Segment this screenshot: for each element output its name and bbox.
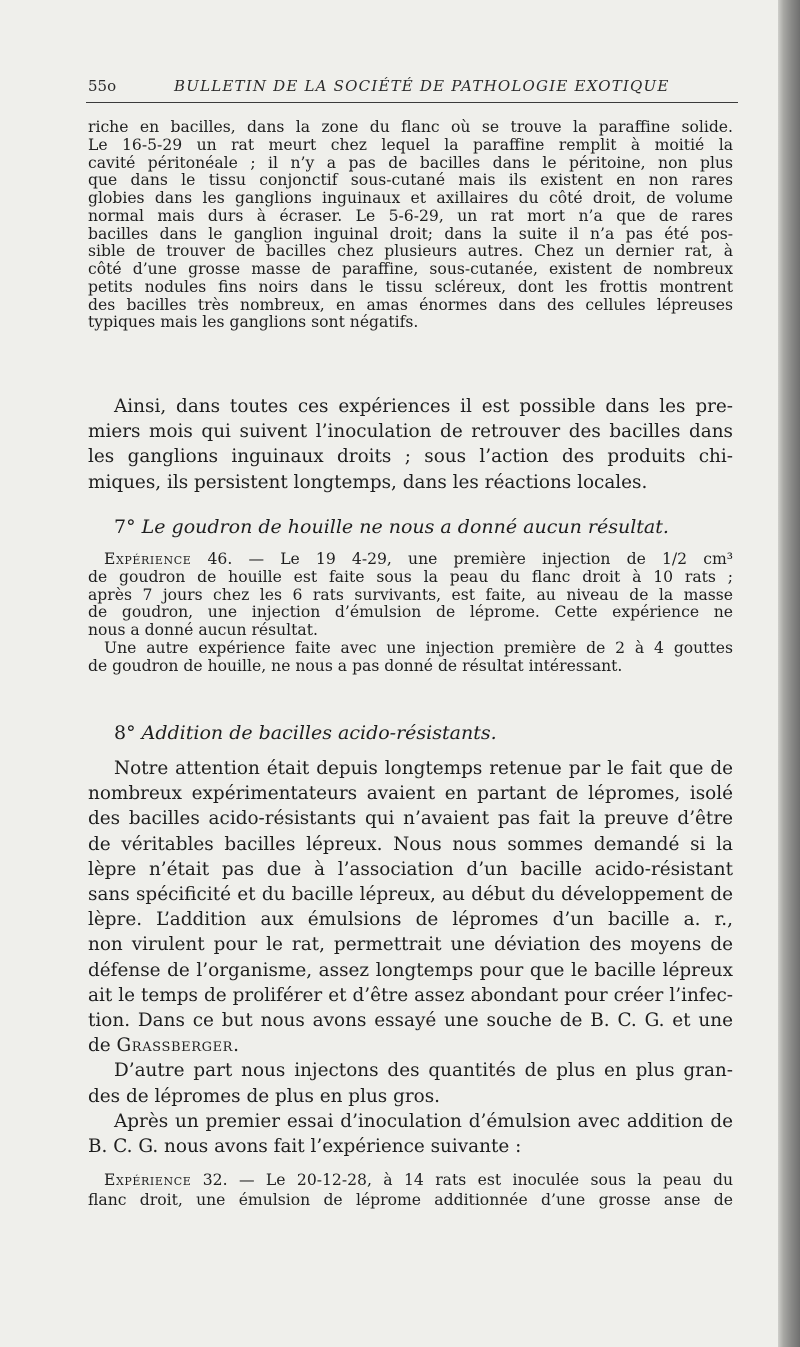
text-line: tion. Dans ce but nous avons essayé une souche de B. C. G. et une	[88, 1010, 733, 1032]
text-line: miques, ils persistent longtemps, dans les réactions locales.	[88, 471, 648, 493]
text-line: sible de trouver de bacilles chez plusieurs autres. Chez un dernier rat, à	[88, 242, 733, 261]
experience-label: Expérience	[104, 1171, 192, 1189]
header-rule	[86, 102, 738, 103]
text-line: les ganglions inguinaux droits ; sous l’action des produits chi-	[88, 446, 733, 468]
text-line: typiques mais les ganglions sont négatifs.	[88, 313, 419, 332]
text-line: Notre attention était depuis longtemps retenue par le fait que de	[114, 758, 733, 779]
experience-32	[88, 1170, 733, 1210]
journal-title: BULLETIN DE LA SOCIÉTÉ DE PATHOLOGIE EXOTIQUE	[174, 77, 670, 95]
text-line: des de lépromes de plus en plus gros.	[88, 1085, 441, 1107]
section-heading-8	[114, 721, 759, 745]
text-line: après 7 jours chez les 6 rats survivants, est faite, au niveau de la masse	[88, 585, 733, 604]
text-line: lèpre. L’addition aux émulsions de lépromes d’un bacille a. r.,	[88, 909, 733, 931]
text-line: D’autre part nous injectons des quantités de plus en plus gran-	[114, 1060, 733, 1082]
text-line: lèpre n’était pas due à l’association d’un bacille acido-résistant	[88, 858, 733, 880]
text-line: normal mais durs à écraser. Le 5-6-29, un rat mort n’a que de rares	[88, 206, 733, 225]
section-title: Addition de bacilles acido-résistants.	[141, 722, 497, 744]
text-line: des bacilles très nombreux, en amas énormes dans des cellules lépreuses	[88, 295, 733, 314]
section-title: Le goudron de houille ne nous a donné aucun résultat.	[141, 516, 669, 538]
section-heading-7	[114, 515, 759, 539]
text-line: côté d’une grosse masse de paraffine, sous-cutanée, existent de nombreux	[88, 260, 733, 278]
text-line: miers mois qui suivent l’inoculation de retrouver des bacilles dans	[88, 421, 733, 443]
section-number: 8°	[114, 722, 136, 744]
text-line: flanc droit, une émulsion de léprome additionnée d’une grosse anse de	[88, 1191, 733, 1209]
text-line: de goudron, une injection d’émulsion de lépromе. Cette expérience ne	[88, 603, 733, 622]
paragraph-notre-attention	[88, 756, 733, 1159]
text-line: des bacilles acido-résistants qui n’avaient pas fait la preuve d’être	[88, 808, 733, 830]
text-line: Une autre expérience faite avec une injection première de 2 à 4 gouttes	[104, 638, 733, 657]
text-line: de véritables bacilles lépreux. Nous nous sommes demandé si la	[88, 833, 733, 855]
text-line: petits nodules fins noirs dans le tissu scléreux, dont les frottis montrent	[88, 277, 733, 296]
text-line: B. C. G. nous avons fait l’expérience suivante :	[88, 1136, 522, 1158]
section-number: 7°	[114, 516, 136, 538]
text-line: Après un premier essai d’inoculation d’émulsion avec addition de	[114, 1110, 733, 1132]
text-line: ait le temps de proliférer et d’être assez abondant pour créer l’infec-	[88, 984, 733, 1006]
text-line: de goudron de houille est faite sous la peau du flanc droit à 10 rats ;	[88, 567, 733, 586]
text-line: nombreux expérimentateurs avaient en partant de lépromes, isolé	[88, 783, 733, 805]
page-number: 55o	[88, 77, 117, 95]
experience-46	[88, 551, 733, 675]
text-line: que dans le tissu conjonctif sous-cutané mais ils existent en non rares	[88, 171, 733, 190]
text-line: riche en bacilles, dans la zone du flanc où se trouve la paraffine solide.	[88, 118, 733, 136]
text-line: cavité péritonéale ; il n’y a pas de bacilles dans le péritoine, non plus	[88, 153, 733, 172]
text-line: non virulent pour le rat, permettrait une déviation des moyens de	[88, 934, 733, 956]
author-name: Grassberger	[116, 1035, 234, 1057]
text-line: sans spécificité et du bacille lépreux, au début du développement de	[88, 884, 733, 906]
running-header	[88, 77, 736, 99]
text-line: Ainsi, dans toutes ces expériences il est possible dans les pre-	[114, 396, 733, 417]
text-line: Expérience 46. — Le 19 4-29, une première injection de 1/2 cm³	[104, 550, 733, 568]
text-line: nous a donné aucun résultat.	[88, 621, 318, 639]
text-line: bacilles dans le ganglion inguinal droit; dans la suite il n’a pas été pos-	[88, 224, 733, 243]
text-line: globies dans les ganglions inguinaux et axillaires du côté droit, de volume	[88, 189, 733, 207]
scan-edge-shadow	[778, 0, 800, 1347]
text-line: de Grassberger.	[88, 1035, 239, 1057]
text-line: Le 16-5-29 un rat meurt chez lequel la paraffine remplit à moitié la	[88, 135, 733, 154]
text-line: défense de l’organisme, assez longtemps pour que le bacille lépreux	[88, 959, 733, 981]
text-line: de goudron de houille, ne nous a pas donné de résultat intéressant.	[88, 656, 623, 675]
text-line: Expérience 32. — Le 20-12-28, à 14 rats est inoculée sous la peau du	[104, 1171, 733, 1189]
paragraph-continued	[88, 119, 733, 332]
experience-label: Expérience	[104, 550, 192, 568]
paragraph-ainsi	[88, 394, 733, 495]
